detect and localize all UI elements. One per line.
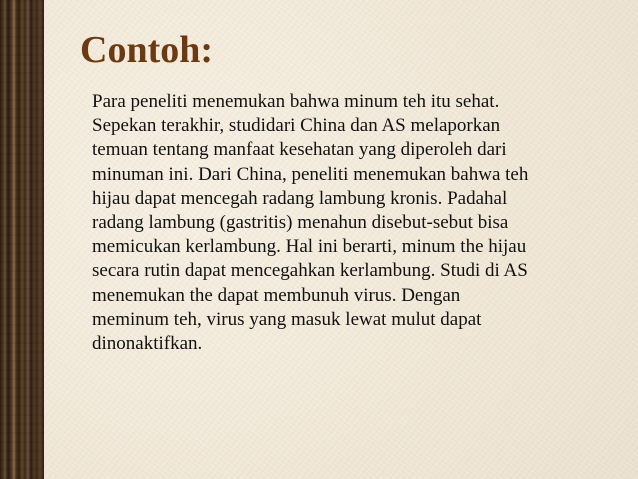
- body-line: hijau dapat mencegah radang lambung kronis. Padahal: [92, 187, 508, 209]
- body-line: meminum teh, virus yang masuk lewat mulut dapat: [92, 308, 482, 330]
- body-line: menemukan the dapat membunuh virus. Dengan: [92, 284, 461, 306]
- wood-border-decoration: [0, 0, 44, 479]
- body-line: memicukan kerlambung. Hal ini berarti, minum the hijau: [92, 236, 527, 258]
- body-line: dinonaktifkan.: [92, 333, 203, 355]
- slide-title: Contoh:: [80, 29, 214, 71]
- body-line: radang lambung (gastritis) menahun disebut-sebut bisa: [92, 212, 509, 234]
- slide-body-text: [92, 90, 612, 356]
- body-line: minuman ini. Dari China, peneliti menemukan bahwa teh: [92, 163, 529, 185]
- body-line: temuan tentang manfaat kesehatan yang diperoleh dari: [92, 139, 507, 161]
- body-line: Para peneliti menemukan bahwa minum teh itu sehat.: [92, 91, 500, 112]
- body-line: secara rutin dapat mencegahkan kerlambung. Studi di AS: [92, 260, 528, 282]
- body-line: Sepekan terakhir, studidari China dan AS melaporkan: [92, 115, 501, 137]
